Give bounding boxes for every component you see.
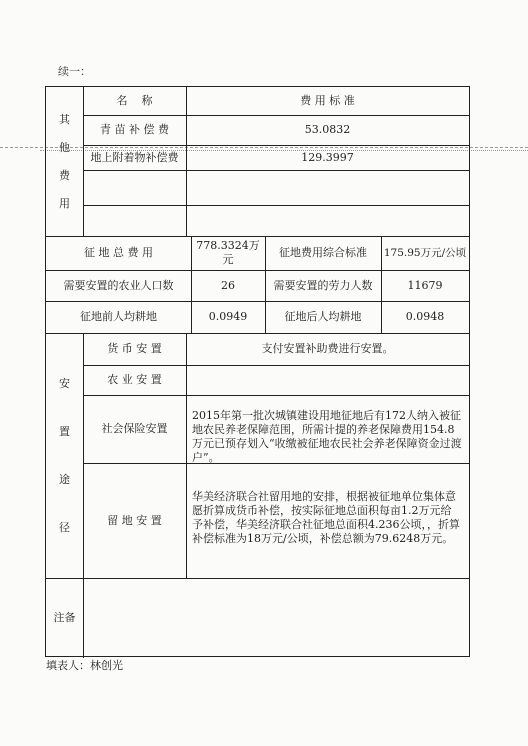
resettlement-section-label: 安 置 途 径	[59, 376, 70, 534]
resettlement-description: 华美经济联合社留用地的安排，根据被征地单位集体意愿折算成货币补偿，按实际征地总面积每亩1.2万元给予补偿，华美经济联合社征地总面积4.236公顷，，折算补偿标准为18万元/公顷，补偿总额为79.6248万元。	[192, 490, 460, 545]
resettlement-type: 留 地 安 置	[107, 513, 162, 527]
composite-standard-label: 征地费用综合标准	[279, 246, 367, 259]
form-filler: 填表人：林创光	[46, 659, 123, 672]
composite-standard-value: 175.95万元/公顷	[383, 247, 467, 259]
agri-population-label: 需要安置的农业人口数	[63, 278, 174, 292]
farmland-before-label: 征地前人均耕地	[80, 310, 157, 323]
farmland-after-label: 征地后人均耕地	[284, 310, 362, 323]
farmland-before-value: 0.0949	[208, 310, 248, 323]
labor-count-label: 需要安置的劳力人数	[273, 278, 373, 292]
fee-value: 53.0832	[304, 123, 351, 136]
labor-count-value: 11679	[407, 278, 443, 292]
resettlement-description: 2015年第一批次城镇建设用地征地后有172人纳入被征地农民养老保障范围，所需计提的养老保障费用154.8万元已预存划入“收缴被征地农民社会养老保障资金过渡户”。	[192, 409, 462, 464]
total-fee-label: 征 地 总 费 用	[84, 246, 153, 259]
farmland-after-value: 0.0948	[405, 310, 445, 323]
land-acquisition-table	[45, 86, 470, 657]
resettlement-type: 货 币 安 置	[107, 342, 162, 355]
fee-name: 青 苗 补 偿 费	[100, 123, 169, 136]
column-header-name: 名 称	[116, 94, 153, 107]
resettlement-description	[186, 365, 469, 395]
agri-population-value: 26	[221, 278, 235, 292]
other-fees-section-label: 其 他 费 用	[59, 112, 70, 210]
resettlement-description: 支付安置补助费进行安置。	[261, 342, 394, 355]
column-header-standard: 费 用 标 准	[300, 94, 355, 107]
fee-value: 129.3997	[301, 150, 354, 164]
resettlement-type: 农 业 安 置	[107, 373, 162, 386]
resettlement-type: 社会保险安置	[101, 422, 168, 435]
remarks-label: 注备	[53, 611, 76, 624]
total-fee-value: 778.3324万元	[196, 239, 260, 266]
continued-label: 续一：	[58, 65, 91, 78]
fee-name: 地上附着物补偿费	[90, 150, 179, 164]
